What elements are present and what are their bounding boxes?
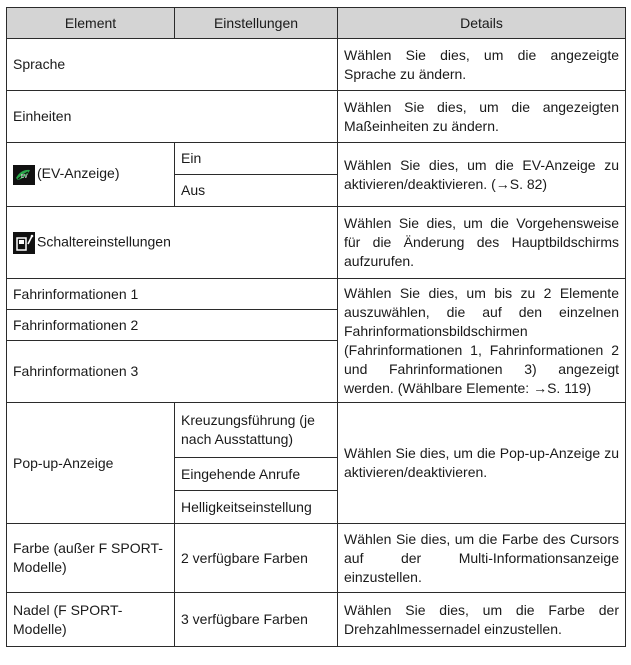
row-farbe (7, 524, 626, 593)
header-element: Element (7, 8, 175, 39)
option-aus: Aus (175, 175, 338, 207)
setting-farbe: 2 verfügbare Farben (175, 524, 338, 593)
element-fahr-1: Fahrinformationen 1 (7, 279, 338, 310)
element-ev (7, 143, 175, 207)
element-popup: Pop-up-Anzeige (7, 403, 175, 524)
option-helligkeit: Helligkeitseinstellung (175, 491, 338, 524)
element-fahr-3: Fahrinformationen 3 (7, 341, 338, 403)
element-ev-label: (EV-Anzeige) (37, 165, 120, 182)
details-ev: Wählen Sie dies, um die EV-Anzeige zu aktivieren/deaktivieren. (→S. 82) (338, 143, 626, 207)
svg-text:EV: EV (21, 173, 28, 180)
row-popup-1 (7, 403, 626, 458)
row-nadel (7, 593, 626, 647)
setting-nadel: 3 verfügbare Farben (175, 593, 338, 647)
row-ev-ein (7, 143, 626, 175)
element-einheiten: Einheiten (7, 91, 338, 143)
row-schalter (7, 207, 626, 279)
details-fahr: Wählen Sie dies, um bis zu 2 Elemente auszuwählen, die auf den einzelnen Fahrinformationsbildschirmen (Fahrinformationen 1, Fahrinformationen 2 und Fahrinformationen 3) angezeigt werden. (Wählbare Elemente: →S. 119) (338, 279, 626, 403)
header-details: Details (338, 8, 626, 39)
option-anrufe: Eingehende Anrufe (175, 458, 338, 491)
element-schalter-label: Schaltereinstellungen (37, 233, 171, 250)
details-sprache: Wählen Sie dies, um die angezeigte Sprache zu ändern. (338, 39, 626, 91)
option-ein: Ein (175, 143, 338, 175)
row-fahr-1 (7, 279, 626, 310)
details-farbe: Wählen Sie dies, um die Farbe des Cursors auf der Multi-Informationsanzeige einzustellen. (338, 524, 626, 593)
element-nadel: Nadel (F SPORT-Modelle) (7, 593, 175, 647)
header-settings: Einstellungen (175, 8, 338, 39)
element-sprache: Sprache (7, 39, 338, 91)
element-fahr-2: Fahrinformationen 2 (7, 310, 338, 341)
switch-settings-icon (13, 232, 35, 254)
details-schalter: Wählen Sie dies, um die Vorgehensweise für die Änderung des Hauptbildschirms aufzurufen. (338, 207, 626, 279)
element-farbe: Farbe (außer F SPORT-Modelle) (7, 524, 175, 593)
element-schalter (7, 207, 338, 279)
details-popup: Wählen Sie dies, um die Pop-up-Anzeige zu aktivieren/deaktivieren. (338, 403, 626, 524)
header-row (7, 8, 626, 39)
details-nadel: Wählen Sie dies, um die Farbe der Drehzahlmessernadel einzustellen. (338, 593, 626, 647)
settings-table (6, 7, 626, 647)
details-einheiten: Wählen Sie dies, um die angezeigten Maßeinheiten zu ändern. (338, 91, 626, 143)
row-sprache (7, 39, 626, 91)
ev-indicator-icon (13, 165, 35, 185)
option-kreuzung: Kreuzungsführung (je nach Ausstattung) (175, 403, 338, 458)
row-einheiten (7, 91, 626, 143)
